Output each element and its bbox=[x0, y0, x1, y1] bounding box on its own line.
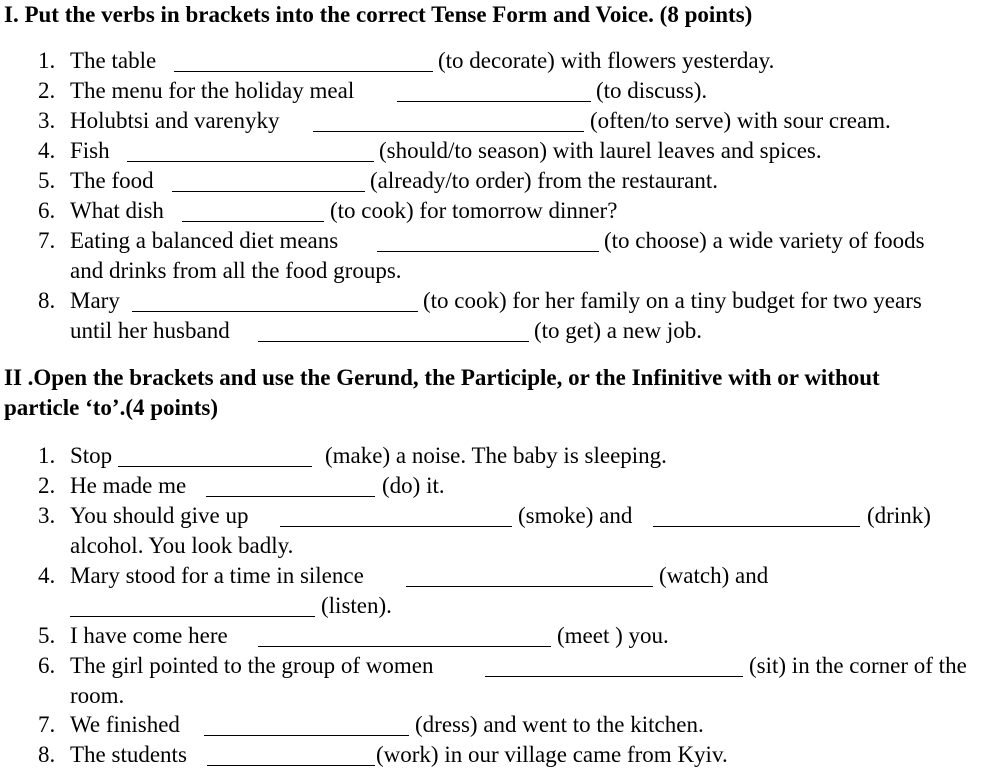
answer-blank[interactable] bbox=[118, 466, 312, 467]
item-number: 4. bbox=[38, 563, 56, 588]
item-text: until her husband bbox=[70, 318, 230, 343]
answer-blank[interactable] bbox=[313, 131, 584, 132]
item-hint: (make) a noise. The baby is sleeping. bbox=[325, 443, 667, 468]
exercise-2-item-1 bbox=[0, 441, 1005, 471]
item-hint: (to decorate) with flowers yesterday. bbox=[438, 48, 775, 73]
item-text: alcohol. You look badly. bbox=[70, 533, 294, 558]
item-text: and drinks from all the food groups. bbox=[70, 258, 402, 283]
exercise-1-item-2 bbox=[0, 76, 1005, 106]
answer-blank[interactable] bbox=[258, 646, 551, 647]
item-hint: (do) it. bbox=[382, 473, 445, 498]
exercise-2-item-2 bbox=[0, 471, 1005, 501]
item-hint: (already/to order) from the restaurant. bbox=[370, 168, 719, 193]
answer-blank[interactable] bbox=[127, 161, 374, 162]
item-number: 2. bbox=[38, 473, 56, 498]
answer-blank[interactable] bbox=[397, 101, 591, 102]
item-text: Mary stood for a time in silence bbox=[70, 563, 364, 588]
item-text: The table bbox=[70, 48, 157, 73]
section-2-heading-line-2: particle ‘to’.(4 points) bbox=[4, 395, 218, 420]
item-number: 5. bbox=[38, 623, 56, 648]
item-hint: (dress) and went to the kitchen. bbox=[415, 712, 704, 737]
item-text: We finished bbox=[70, 712, 180, 737]
item-number: 1. bbox=[38, 48, 56, 73]
section-1-heading: I. Put the verbs in brackets into the correct Tense Form and Voice. (8 points) bbox=[4, 2, 753, 27]
answer-blank[interactable] bbox=[406, 586, 653, 587]
item-number: 3. bbox=[38, 503, 56, 528]
item-text: Holubtsi and varenyky bbox=[70, 108, 280, 133]
exercise-2-item-8 bbox=[0, 740, 1005, 770]
answer-blank[interactable] bbox=[280, 526, 512, 527]
answer-blank[interactable] bbox=[485, 676, 743, 677]
answer-blank[interactable] bbox=[174, 71, 433, 72]
exercise-2-item-7 bbox=[0, 710, 1005, 740]
exercise-2-item-6 bbox=[0, 651, 1005, 681]
exercise-1-item-4 bbox=[0, 136, 1005, 166]
item-hint: (listen). bbox=[321, 593, 392, 618]
answer-blank[interactable] bbox=[377, 251, 599, 252]
item-hint: (meet ) you. bbox=[557, 623, 669, 648]
answer-blank[interactable] bbox=[182, 221, 324, 222]
item-hint: (to cook) for her family on a tiny budget for two years bbox=[423, 288, 922, 313]
section-2-heading-line-1: II .Open the brackets and use the Gerund, the Participle, or the Infinitive with or without bbox=[4, 365, 880, 390]
item-hint: (work) in our village came from Kyiv. bbox=[376, 742, 728, 767]
item-hint: (to choose) a wide variety of foods bbox=[604, 228, 925, 253]
exercise-1-item-7-continued bbox=[0, 256, 1005, 286]
item-text: The students bbox=[70, 742, 187, 767]
item-number: 8. bbox=[38, 288, 56, 313]
item-hint: (sit) in the corner of the bbox=[749, 653, 967, 678]
item-number: 1. bbox=[38, 443, 56, 468]
answer-blank[interactable] bbox=[204, 735, 409, 736]
answer-blank[interactable] bbox=[70, 616, 315, 617]
exercise-1-item-1 bbox=[0, 46, 1005, 76]
item-text: The girl pointed to the group of women bbox=[70, 653, 434, 678]
exercise-2-item-5 bbox=[0, 621, 1005, 651]
exercise-2-item-3-continued bbox=[0, 531, 1005, 561]
answer-blank[interactable] bbox=[132, 311, 418, 312]
item-hint: (to cook) for tomorrow dinner? bbox=[330, 198, 618, 223]
item-text: The menu for the holiday meal bbox=[70, 78, 355, 103]
item-hint: (smoke) and bbox=[518, 503, 633, 528]
item-text: Mary bbox=[70, 288, 120, 313]
item-number: 7. bbox=[38, 228, 56, 253]
item-number: 4. bbox=[38, 138, 56, 163]
exercise-1-item-8-continued bbox=[0, 316, 1005, 346]
item-text: room. bbox=[70, 683, 125, 708]
item-number: 5. bbox=[38, 168, 56, 193]
answer-blank[interactable] bbox=[172, 191, 365, 192]
item-text: The food bbox=[70, 168, 154, 193]
item-number: 6. bbox=[38, 198, 56, 223]
item-number: 8. bbox=[38, 742, 56, 767]
item-hint: (to get) a new job. bbox=[534, 318, 702, 343]
item-text: Eating a balanced diet means bbox=[70, 228, 339, 253]
item-number: 2. bbox=[38, 78, 56, 103]
exercise-1-item-3 bbox=[0, 106, 1005, 136]
item-text: Stop bbox=[70, 443, 113, 468]
exercise-1-item-6 bbox=[0, 196, 1005, 226]
exercise-2-item-6-continued bbox=[0, 681, 1005, 711]
exercise-2-item-4-continued bbox=[0, 591, 1005, 621]
exercise-1-item-5 bbox=[0, 166, 1005, 196]
exercise-2-item-4 bbox=[0, 561, 1005, 591]
item-number: 7. bbox=[38, 712, 56, 737]
item-text: What dish bbox=[70, 198, 164, 223]
answer-blank[interactable] bbox=[653, 526, 860, 527]
item-text: You should give up bbox=[70, 503, 249, 528]
item-hint: (watch) and bbox=[659, 563, 769, 588]
item-hint: (drink) bbox=[867, 503, 931, 528]
exercise-2-item-3 bbox=[0, 501, 1005, 531]
answer-blank[interactable] bbox=[206, 496, 375, 497]
item-number: 3. bbox=[38, 108, 56, 133]
item-text: I have come here bbox=[70, 623, 228, 648]
answer-blank[interactable] bbox=[258, 341, 529, 342]
exercise-1-item-7 bbox=[0, 226, 1005, 256]
item-text: He made me bbox=[70, 473, 187, 498]
item-text: Fish bbox=[70, 138, 110, 163]
item-hint: (often/to serve) with sour cream. bbox=[590, 108, 891, 133]
item-hint: (should/to season) with laurel leaves and spices. bbox=[379, 138, 822, 163]
item-hint: (to discuss). bbox=[596, 78, 708, 103]
exercise-1-item-8 bbox=[0, 286, 1005, 316]
item-number: 6. bbox=[38, 653, 56, 678]
answer-blank[interactable] bbox=[207, 765, 375, 766]
